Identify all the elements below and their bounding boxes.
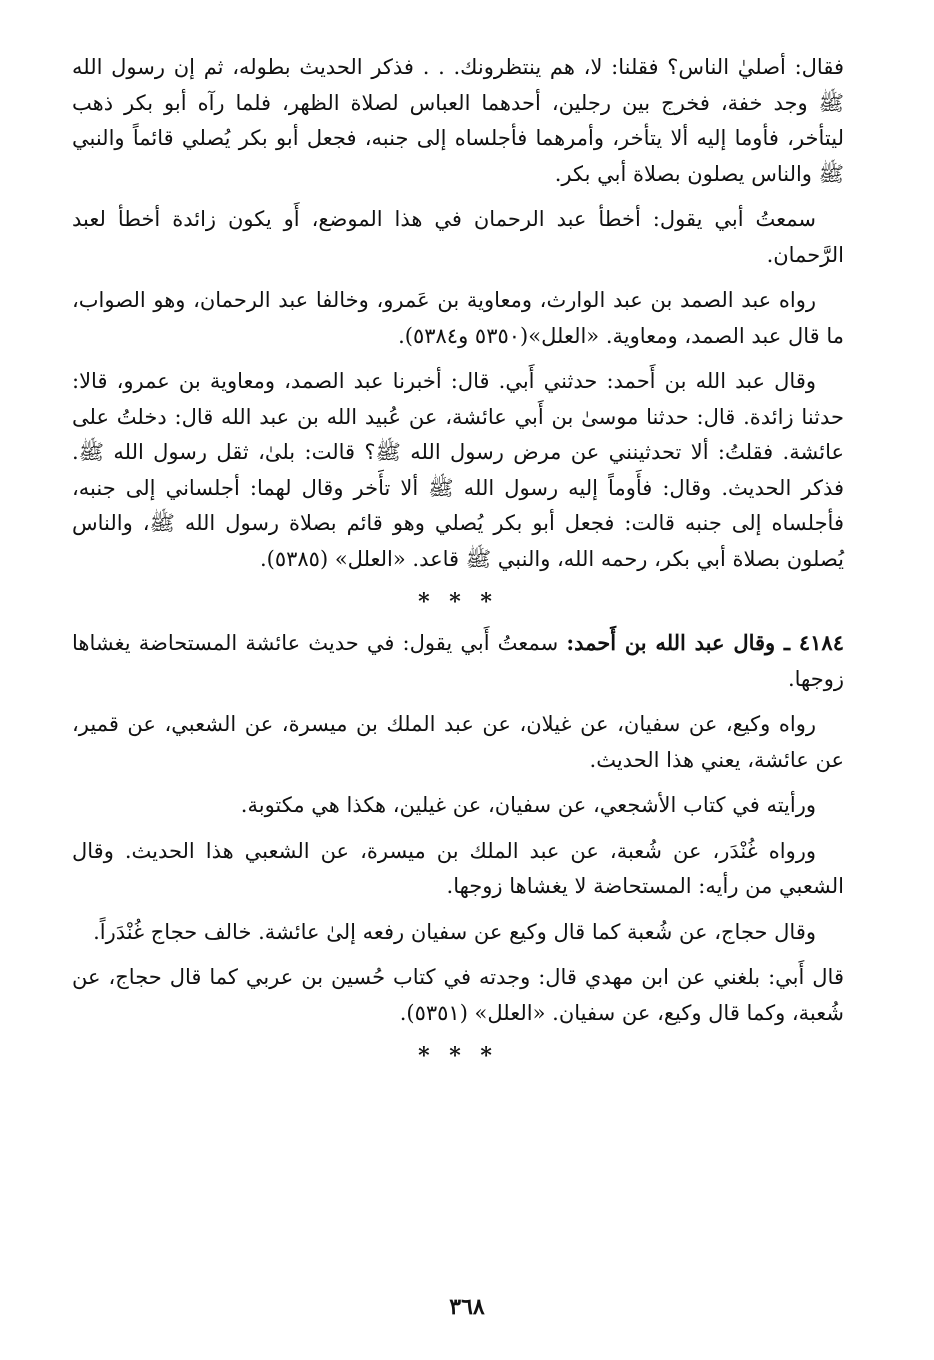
paragraph-continuation: فقال: أصليٰ الناس؟ فقلنا: لا، هم ينتظرونك. . . فذكر الحديث بطوله، ثم إن رسول الله ﷺ وجد خفة، فخرج بين رجلين، أحدهما العباس لصلاة الظهر، فلما رآه أبو بكر ذهب ليتأخر، فأوما إليه ألا يتأخر، وأمرهما فأجلساه إلى جنبه، فجعل أبو بكر يُصلي قائماً والنبي ﷺ والناس يصلون بصلاة أبي بكر. [72,55,844,186]
paragraph-ibn-mahdi: قال أَبي: بلغني عن ابن مهدي قال: وجدته في كتاب حُسين بن عربي كما قال حجاج، عن شُعبة، وكما قال وكيع، عن سفيان. «العلل» (٥٣٥١). [72,965,844,1025]
paragraph-rawahu-abd-al-samad: رواه عبد الصمد بن عبد الوارث، ومعاوية بن عَمرو، وخالفا عبد الرحمان، وهو الصواب، ما قال عبد الصمد، ومعاوية. «العلل»(٥٣٥٠ و٥٣٨٤). [72,288,844,348]
paragraph-ghundar: ورواه غُنْدَر، عن شُعبة، عن عبد الملك بن ميسرة، عن الشعبي هذا الحديث. وقال الشعبي من رأيه: المستحاضة لا يغشاها زوجها. [72,838,844,898]
entry-4184 [72,625,844,697]
section-separator-end: * * * [418,1043,498,1069]
section-separator: * * * [418,589,498,615]
paragraph-hajjaj: وقال حجاج، عن شُعبة كما قال وكيع عن سفيان رفعه إلىٰ عائشة. خالف حجاج غُنْدَراً. [93,919,816,944]
paragraph-al-ashjai: ورأيته في كتاب الأشجعي، عن سفيان، عن غيلين، هكذا هي مكتوبة. [240,793,816,817]
entry-heading: ٤١٨٤ ـ وقال عبد الله بن أَحمد: [566,630,844,655]
entry-text: سمعتُ أَبي يقول: في حديث عائشة المستحاضة يغشاها زوجها. [72,631,844,691]
page-number: ٣٦٨ [449,1294,485,1320]
page-body [72,50,844,1079]
paragraph-abi-yaqul: سمعتُ أبي يقول: أخطأ عبد الرحمان في هذا الموضع، أَو يكون زائدة أخطأ لعبد الرَّحمان. [72,207,844,267]
paragraph-rawahu-waki: رواه وكيع، عن سفيان، عن غيلان، عن عبد الملك بن ميسرة، عن الشعبي، عن قمير، عن عائشة، يعني هذا الحديث. [72,712,844,772]
paragraph-abd-allah-ibn-ahmad: وقال عبد الله بن أَحمد: حدثني أَبي. قال: أخبرنا عبد الصمد، ومعاوية بن عمرو، قالا: حدثنا زائدة. قال: حدثنا موسىٰ بن أَبي عائشة، عن عُبيد الله بن عبد الله قال: دخلتُ على عائشة. فقلتُ: ألا تحدثينني عن مرض رسول الله ﷺ؟ قالت: بلىٰ، ثقل رسول الله ﷺ. فذكر الحديث. وقال: فأَوماً إليه رسول الله ﷺ ألا تأَخر وقال لهما: أجلساني إلى جنبه، فأجلساه إلى جنبه قالت: فجعل أبو بكر يُصلي وهو قائم بصلاة رسول الله ﷺ، والناس يُصلون بصلاة أبي بكر، رحمه الله، والنبي ﷺ قاعد. «العلل» (٥٣٨٥). [72,369,844,571]
